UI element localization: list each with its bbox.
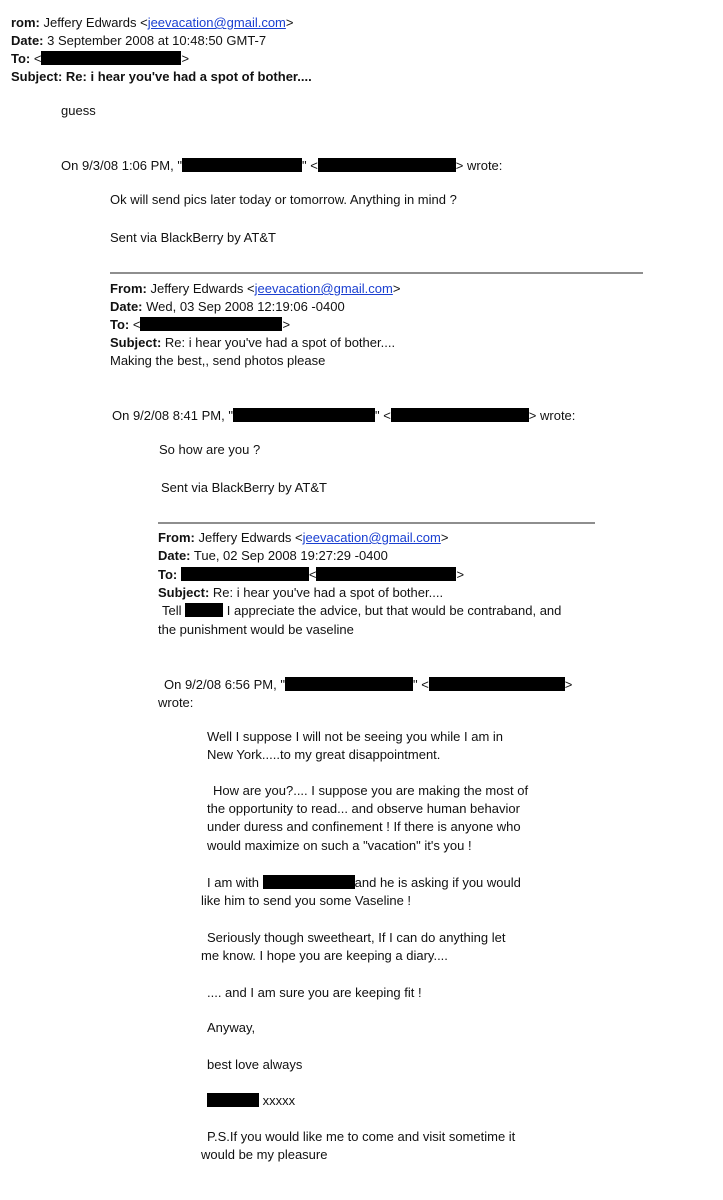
outer-from-email-link[interactable]: jeevacation@gmail.com [147,15,286,30]
outer-to-line [11,50,189,68]
quote3-p2-line2: the opportunity to read... and observe human behavior [207,801,520,816]
quote2-suffix: > wrote: [528,408,576,423]
outer-date-value: 3 September 2008 at 10:48:50 GMT-7 [47,33,267,48]
msg3-from-email-link[interactable]: jeevacation@gmail.com [302,530,441,545]
outer-date-label: Date: [11,33,44,48]
redaction-block [318,158,456,172]
msg3-date-label: Date: [158,548,191,563]
redaction-block [181,567,309,581]
redaction-block [182,158,302,172]
quote1-body2: Sent via BlackBerry by AT&T [110,230,276,245]
msg3-from-close: > [440,530,449,545]
redaction-block [263,875,355,889]
quote1-attribution [61,157,502,175]
msg3-subject-line [158,584,443,602]
msg3-to-line [158,566,464,584]
quote3-prefix: On 9/2/08 6:56 PM, " [164,677,285,692]
outer-body: guess [61,103,96,118]
redaction-block [285,677,413,691]
outer-to-label: To: [11,51,31,66]
msg2-subject-line [110,334,395,352]
redaction-block [391,408,529,422]
msg3-subject-value: Re: i hear you've had a spot of bother.... [212,585,444,600]
redaction-block [233,408,375,422]
outer-to-close: > [181,51,190,66]
msg2-to-open: < [132,317,141,332]
redaction-block [140,317,282,331]
quote1-prefix: On 9/3/08 1:06 PM, " [61,158,182,173]
outer-from-close: > [285,15,294,30]
msg2-date-line [110,298,345,316]
msg2-to-close: > [282,317,291,332]
quote1-body1: Ok will send pics later today or tomorrow. Anything in mind ? [110,192,457,207]
quote1-suffix: > wrote: [455,158,503,173]
msg2-date-value: Wed, 03 Sep 2008 12:19:06 -0400 [146,299,345,314]
quote1-mid: " < [301,158,318,173]
msg3-body-line1 [162,602,561,620]
outer-date-line [11,32,266,50]
outer-to-open: < [33,51,42,66]
msg3-to-open: < [308,567,317,582]
msg3-date-value: Tue, 02 Sep 2008 19:27:29 -0400 [193,548,388,563]
quote3-p7: best love always [207,1057,303,1072]
quote3-signature [207,1092,295,1110]
msg3-body-line2: the punishment would be vaseline [158,622,354,637]
quote3-p5: .... and I am sure you are keeping fit ! [207,985,422,1000]
quote3-p3-line1-a: I am with [207,875,260,890]
quote3-p1-line2: New York.....to my great disappointment. [207,747,441,762]
outer-subject-value: Re: i hear you've had a spot of bother.... [65,69,312,84]
quote3-p3-line1-b: and he is asking if you would [354,875,521,890]
divider-rule [110,272,643,274]
redaction-block [429,677,565,691]
quote3-p4-line2: me know. I hope you are keeping a diary.... [201,948,448,963]
outer-subject-line [11,68,312,86]
outer-from-name: Jeffery Edwards < [43,15,148,30]
msg2-body: Making the best,, send photos please [110,353,326,368]
quote3-p6: Anyway, [207,1020,256,1035]
msg2-subject-value: Re: i hear you've had a spot of bother.... [164,335,396,350]
quote2-attribution [112,407,575,425]
msg3-body-rest: I appreciate the advice, but that would be contraband, and [226,603,562,618]
msg3-from-line [158,529,448,547]
quote3-p3-line1 [207,874,521,892]
msg2-to-line [110,316,290,334]
msg2-subject-label: Subject: [110,335,162,350]
quote2-mid: " < [374,408,391,423]
quote3-p3-line2: like him to send you some Vaseline ! [201,893,412,908]
msg3-from-label: From: [158,530,195,545]
quote2-prefix: On 9/2/08 8:41 PM, " [112,408,233,423]
msg2-to-label: To: [110,317,130,332]
redaction-block [185,603,223,617]
quote3-p2-line1: How are you?.... I suppose you are making the most of [213,783,529,798]
quote3-p4-line1: Seriously though sweetheart, If I can do anything let [207,930,506,945]
quote3-p1-line1: Well I suppose I will not be seeing you while I am in [207,729,504,744]
msg3-subject-label: Subject: [158,585,210,600]
quote3-ps-line2: would be my pleasure [201,1147,328,1162]
msg3-to-close: > [456,567,465,582]
quote3-p2-line3: under duress and confinement ! If there is anyone who [207,819,521,834]
quote3-ps-line1: P.S.If you would like me to come and visit sometime it [207,1129,516,1144]
msg2-from-close: > [392,281,401,296]
quote3-sig-text: xxxxx [262,1093,296,1108]
msg3-date-line [158,547,388,565]
outer-subject-label: Subject: [11,69,63,84]
divider-rule [158,522,595,524]
quote2-body2: Sent via BlackBerry by AT&T [161,480,327,495]
msg2-date-label: Date: [110,299,143,314]
redaction-block [207,1093,259,1107]
outer-from-line [11,14,293,32]
outer-from-label: rom: [11,15,40,30]
quote3-wrote: wrote: [158,695,194,710]
msg3-from-name: Jeffery Edwards < [198,530,303,545]
msg2-from-line [110,280,400,298]
redaction-block [316,567,456,581]
msg3-body-tell: Tell [162,603,182,618]
msg2-from-email-link[interactable]: jeevacation@gmail.com [254,281,393,296]
quote3-mid: " < [412,677,429,692]
quote3-p2-line4: would maximize on such a "vacation" it's you ! [207,838,472,853]
quote3-suffix: > [564,677,573,692]
msg3-to-label: To: [158,567,178,582]
redaction-block [41,51,181,65]
msg2-from-name: Jeffery Edwards < [150,281,255,296]
quote3-attribution [164,676,572,694]
quote2-body1: So how are you ? [159,442,261,457]
msg2-from-label: From: [110,281,147,296]
